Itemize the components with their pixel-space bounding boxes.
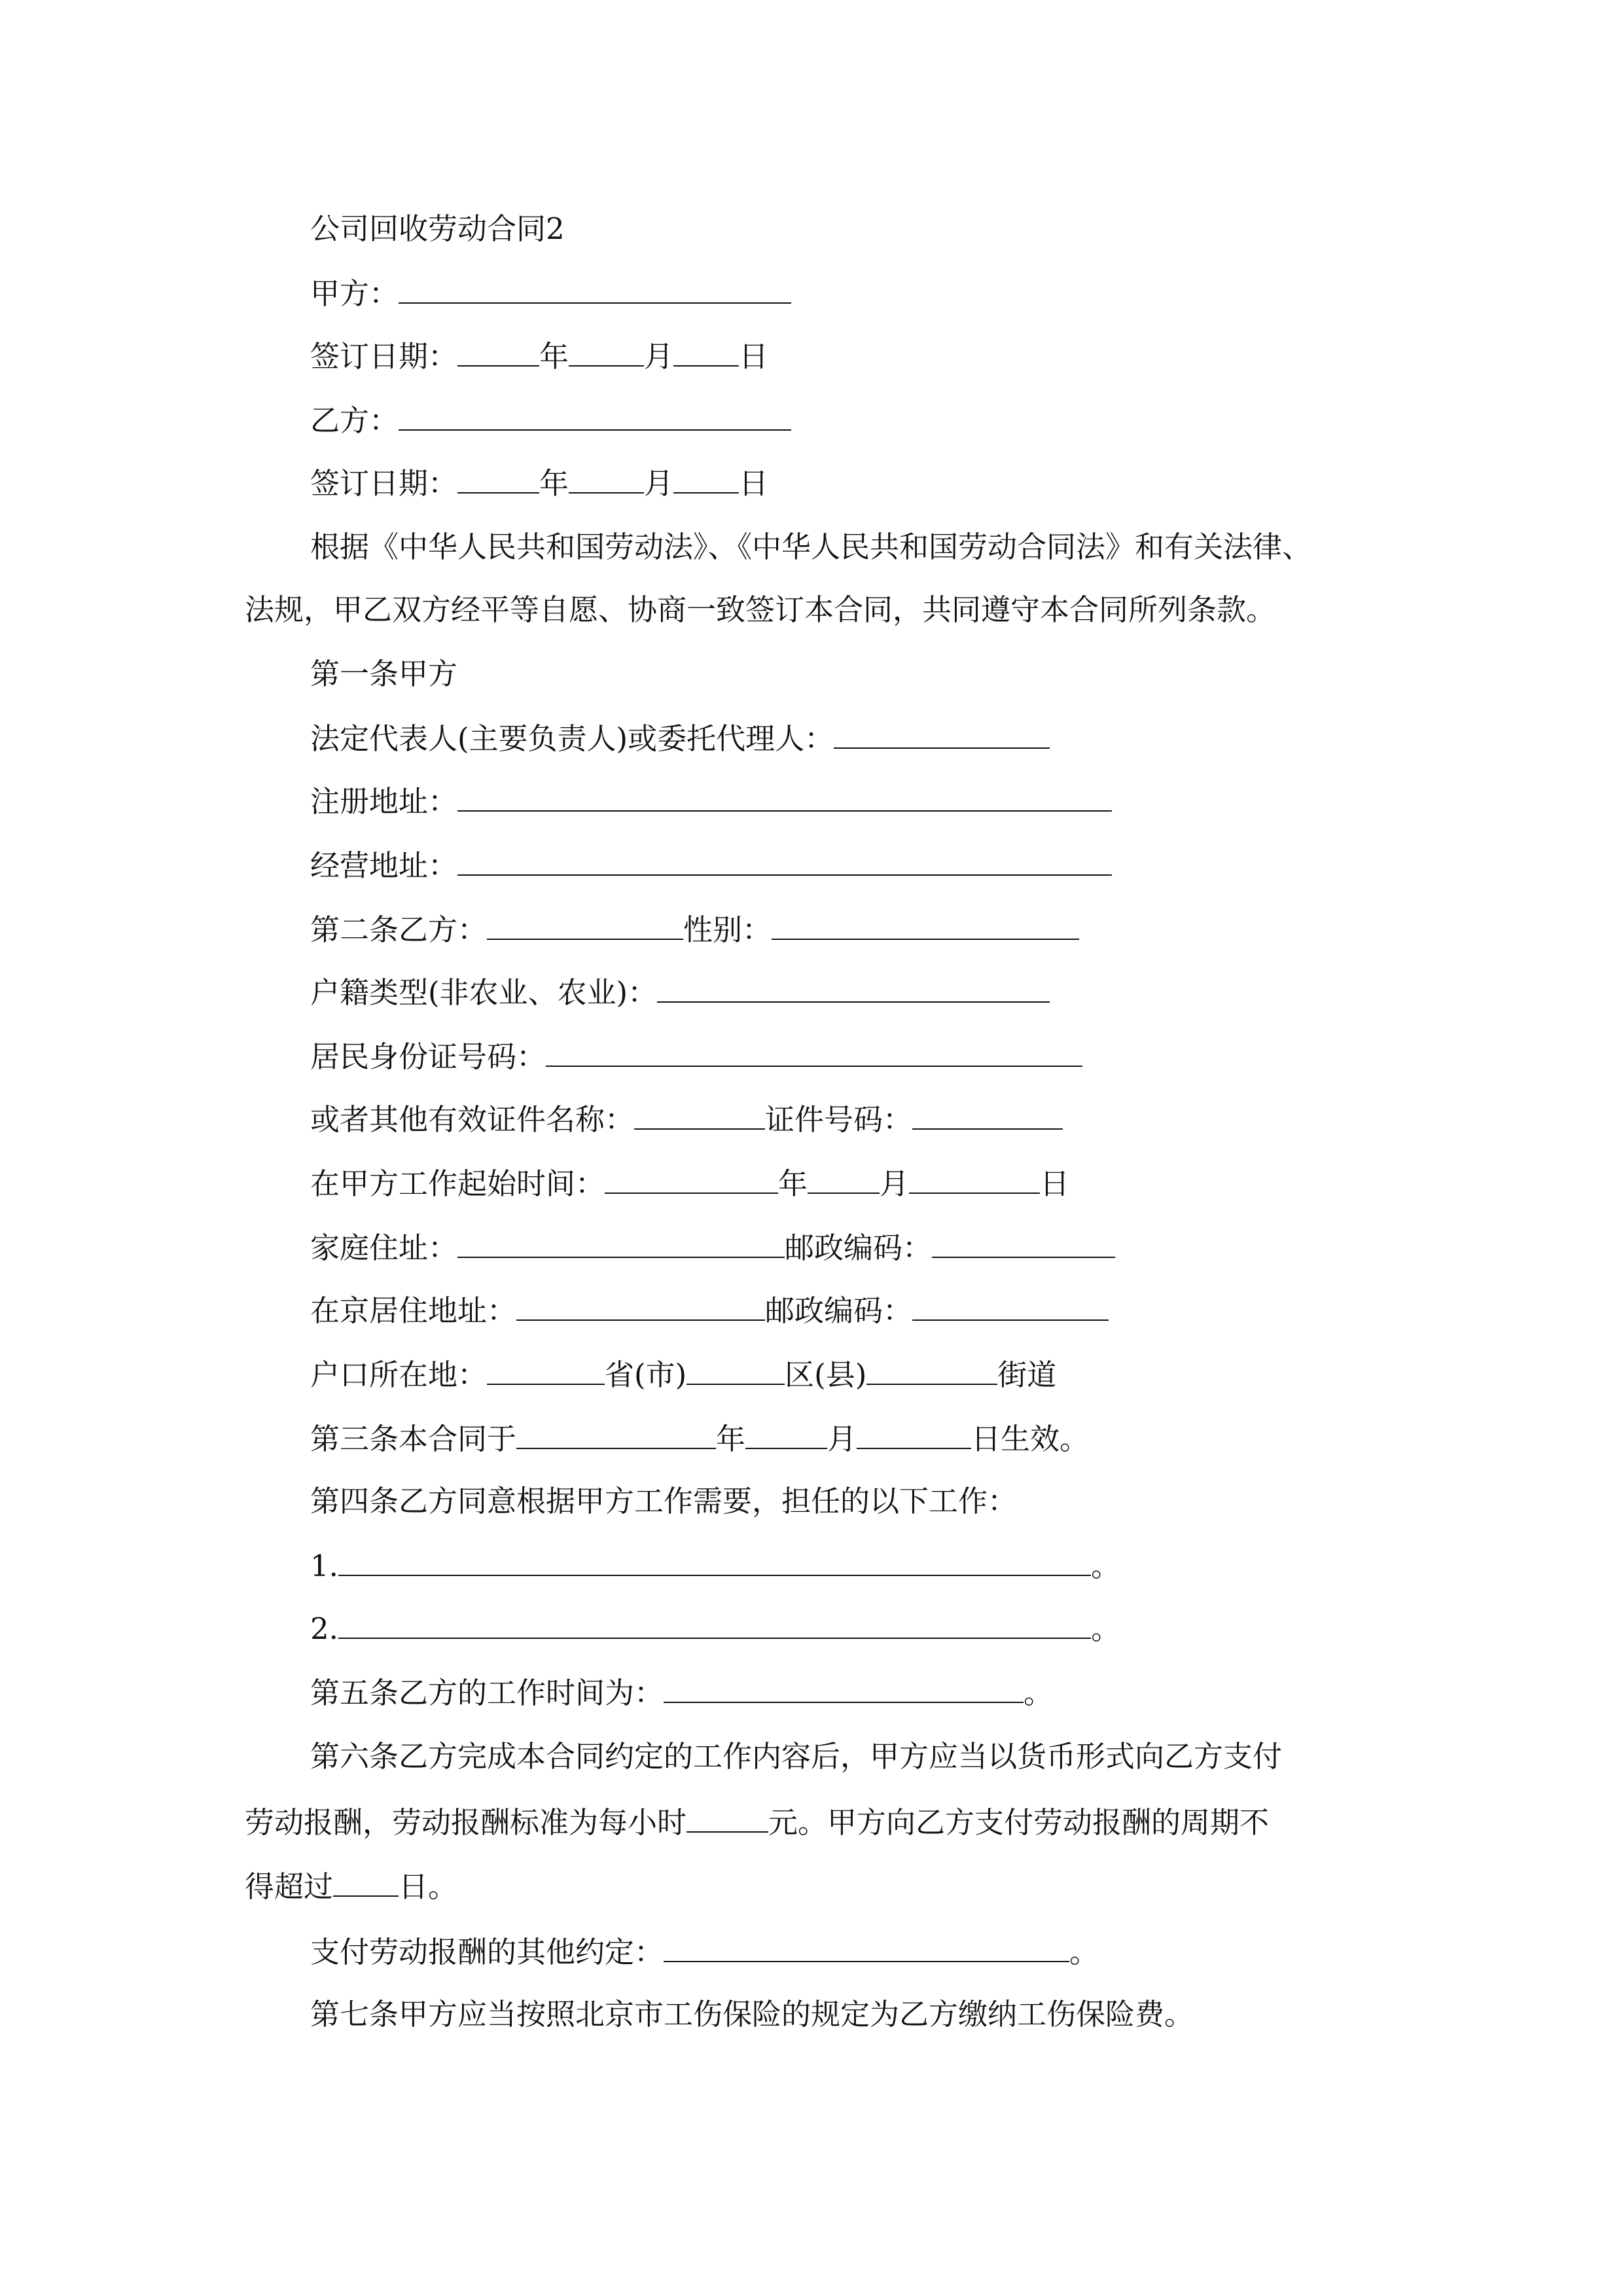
party-a-row: 甲方： [310,274,791,313]
document-title: 公司回收劳动合同2 [310,211,565,246]
beijing-address-row: 在京居住地址： 邮政编码： [310,1291,1109,1330]
year-blank[interactable] [457,336,539,367]
month-blank[interactable] [569,336,644,367]
effective-month-blank[interactable] [745,1419,827,1449]
other-pay-row: 支付劳动报酬的其他约定： 。 [310,1932,1099,1971]
year-blank[interactable] [457,463,539,493]
beijing-postcode-blank[interactable] [912,1291,1109,1321]
party-b-blank[interactable] [399,401,791,431]
biz-address-row: 经营地址： [310,846,1112,885]
legal-rep-blank[interactable] [834,719,1050,749]
household-type-row: 户籍类型(非农业、农业)： [310,973,1050,1012]
household-type-blank[interactable] [657,973,1050,1003]
work-item-1-blank[interactable] [338,1546,1091,1576]
article-2-row: 第二条乙方： 性别： [310,910,1079,949]
work-item-2: 2. 。 [310,1609,1120,1648]
work-item-1: 1. 。 [310,1546,1120,1585]
start-month-blank[interactable] [808,1164,880,1194]
work-item-2-blank[interactable] [338,1609,1091,1639]
district-blank[interactable] [687,1355,785,1385]
biz-address-blank[interactable] [457,846,1112,876]
beijing-address-blank[interactable] [516,1291,765,1321]
party-b-name-blank[interactable] [487,910,683,940]
province-blank[interactable] [487,1355,605,1385]
work-time-blank[interactable] [664,1673,1024,1703]
effective-year-blank[interactable] [516,1419,716,1449]
legal-rep-row: 法定代表人(主要负责人)或委托代理人： [310,719,1050,758]
home-postcode-blank[interactable] [932,1228,1115,1258]
reg-address-blank[interactable] [457,781,1112,812]
month-blank[interactable] [569,463,644,493]
party-a-blank[interactable] [399,274,791,304]
preamble-line-2: 法规，甲乙双方经平等自愿、协商一致签订本合同，共同遵守本合同所列条款。 [245,592,1276,627]
other-pay-blank[interactable] [664,1932,1069,1962]
article-6-line-3: 得超过 日。 [245,1867,457,1906]
pay-period-blank[interactable] [333,1867,399,1897]
hourly-rate-blank[interactable] [687,1803,768,1833]
hukou-row: 户口所在地： 省(市) 区(县) 街道 [310,1355,1056,1394]
article-4-text: 第四条乙方同意根据甲方工作需要，担任的以下工作： [310,1484,1018,1518]
day-blank[interactable] [673,463,739,493]
preamble-line-1: 根据《中华人民共和国劳动法》、《中华人民共和国劳动合同法》和有关法律、 [310,529,1312,564]
start-day-blank[interactable] [909,1164,1040,1194]
other-id-blank[interactable] [634,1100,765,1130]
start-year-blank[interactable] [605,1164,778,1194]
id-number-row: 居民身份证号码： [310,1037,1082,1076]
party-b-sign-date-row: 签订日期： 年 月 日 [310,463,768,503]
other-id-row: 或者其他有效证件名称： 证件号码： [310,1100,1063,1139]
effective-day-blank[interactable] [857,1419,971,1449]
party-a-sign-date-row: 签订日期： 年 月 日 [310,336,768,376]
home-address-row: 家庭住址： 邮政编码： [310,1228,1115,1267]
article-6-line-1: 第六条乙方完成本合同约定的工作内容后，甲方应当以货币形式向乙方支付 [310,1739,1283,1774]
day-blank[interactable] [673,336,739,367]
article-7-text: 第七条甲方应当按照北京市工伤保险的规定为乙方缴纳工伤保险费。 [310,1997,1194,2032]
home-address-blank[interactable] [457,1228,785,1258]
article-1-heading: 第一条甲方 [310,656,458,691]
cert-no-blank[interactable] [912,1100,1063,1130]
article-3-row: 第三条本合同于 年 月 日生效。 [310,1419,1089,1458]
start-time-row: 在甲方工作起始时间： 年 月 日 [310,1164,1069,1203]
party-b-row: 乙方： [310,401,791,440]
reg-address-row: 注册地址： [310,781,1112,821]
article-6-line-2: 劳动报酬，劳动报酬标准为每小时 元。甲方向乙方支付劳动报酬的周期不 [245,1803,1269,1842]
gender-blank[interactable] [772,910,1079,940]
article-5-row: 第五条乙方的工作时间为： 。 [310,1673,1053,1712]
id-number-blank[interactable] [546,1037,1082,1067]
street-blank[interactable] [866,1355,997,1385]
